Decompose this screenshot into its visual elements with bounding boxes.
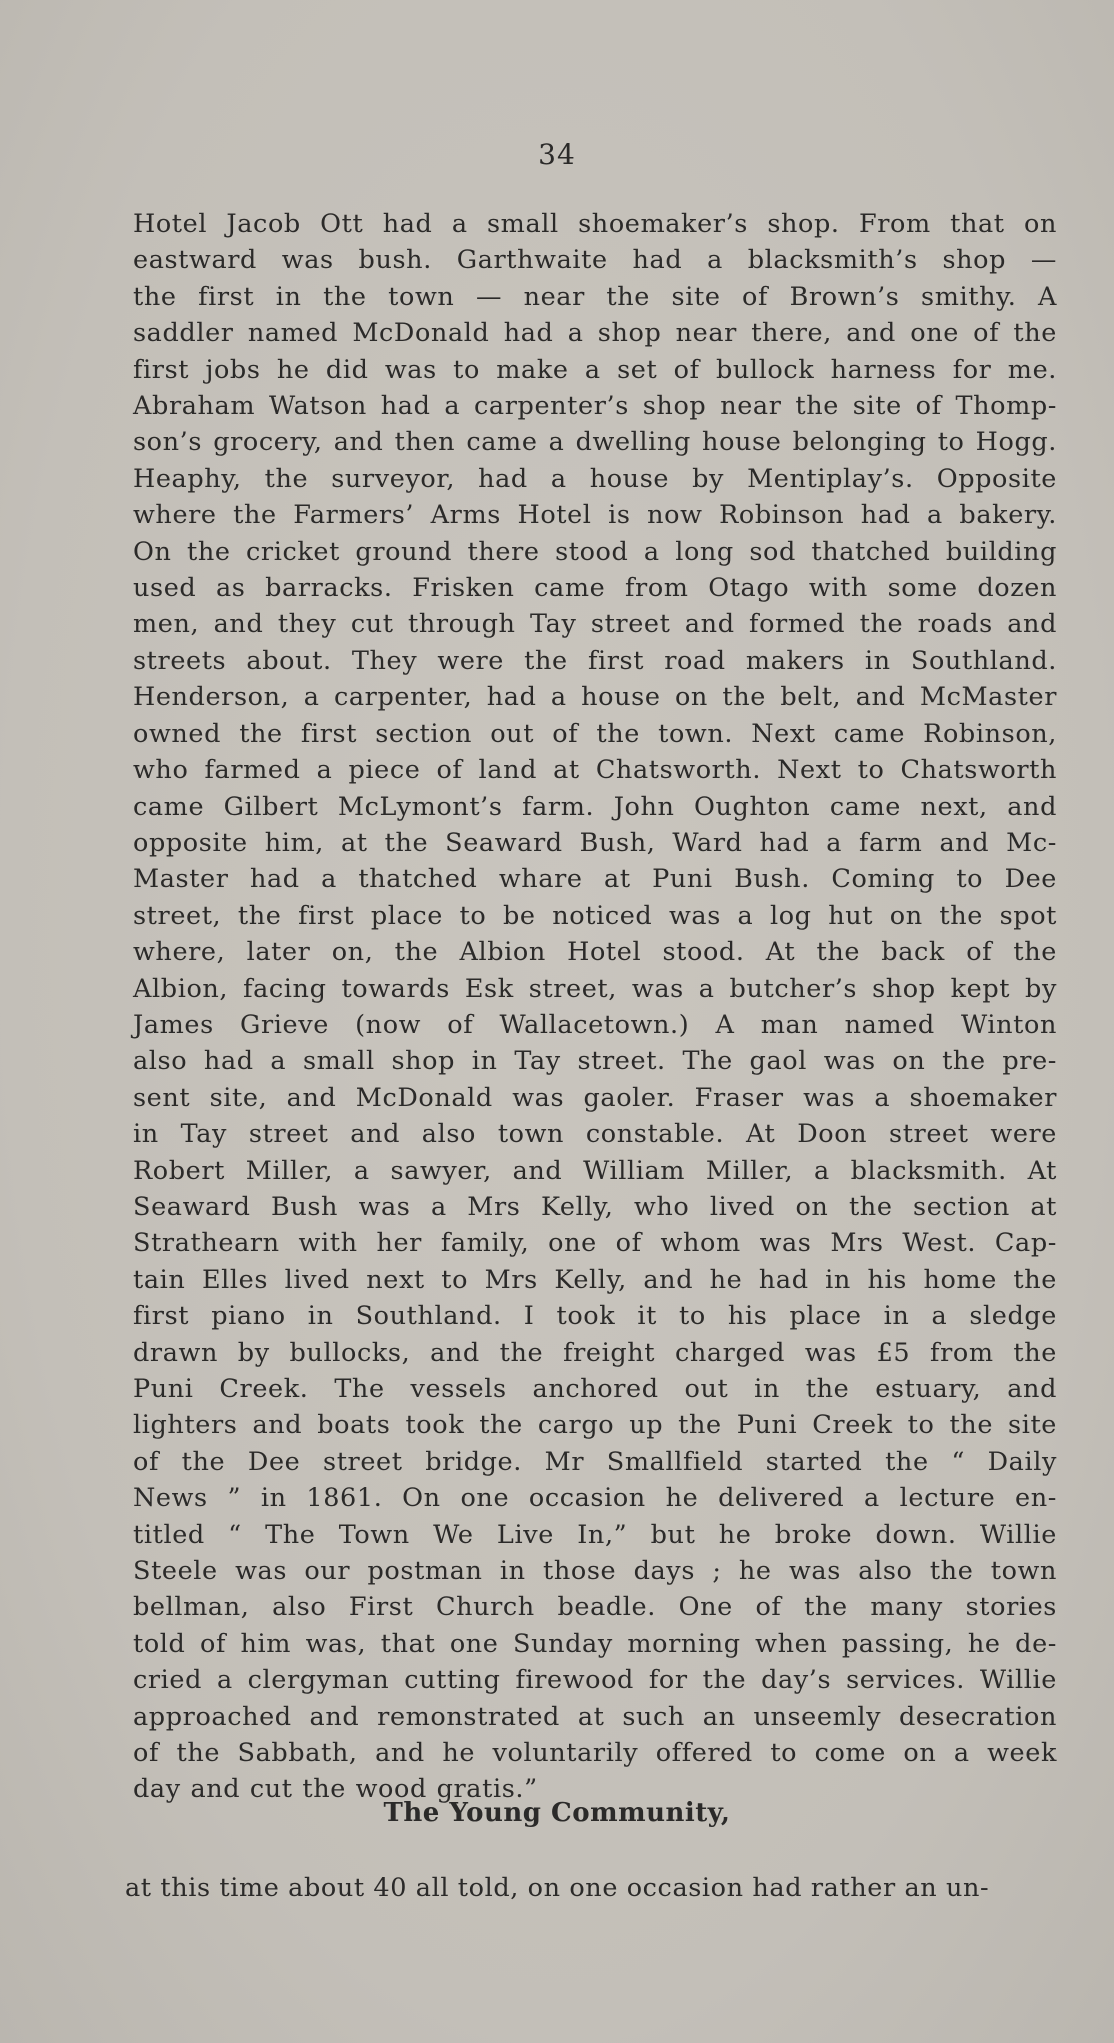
text-line: son’s grocery, and then came a dwelling house belonging to Hogg.	[133, 427, 1057, 458]
text-line: lighters and boats took the cargo up the Puni Creek to the site	[133, 1410, 1057, 1441]
text-line: Albion, facing towards Esk street, was a butcher’s shop kept by	[133, 973, 1057, 1004]
text-line: streets about. They were the first road makers in Southland.	[133, 645, 1057, 676]
text-line: where, later on, the Albion Hotel stood. At the back of the	[133, 937, 1057, 968]
text-line: Strathearn with her family, one of whom was Mrs West. Cap-	[133, 1228, 1057, 1259]
text-line: in Tay street and also town constable. At Doon street were	[133, 1119, 1057, 1150]
text-line: where the Farmers’ Arms Hotel is now Robinson had a bakery.	[133, 500, 1057, 531]
text-line: Heaphy, the surveyor, had a house by Mentiplay’s. Opposite	[133, 463, 1057, 494]
text-line: Master had a thatched whare at Puni Bush. Coming to Dee	[133, 864, 1057, 895]
text-line: Hotel Jacob Ott had a small shoemaker’s shop. From that on	[133, 209, 1057, 239]
text-line: bellman, also First Church beadle. One of the many stories	[133, 1592, 1057, 1623]
text-line: first jobs he did was to make a set of bullock harness for me.	[133, 354, 1057, 385]
text-line: tain Elles lived next to Mrs Kelly, and he had in his home the	[133, 1264, 1057, 1295]
text-line: day and cut the wood gratis.”	[133, 1774, 538, 1805]
text-line: News ” in 1861. On one occasion he delivered a lecture en-	[133, 1483, 1057, 1514]
text-line: street, the first place to be noticed was a log hut on the spot	[133, 900, 1057, 931]
text-line: cried a clergyman cutting firewood for the day’s services. Willie	[133, 1665, 1057, 1696]
text-line: Abraham Watson had a carpenter’s shop near the site of Thomp-	[133, 391, 1057, 422]
text-line: opposite him, at the Seaward Bush, Ward had a farm and Mc-	[133, 827, 1057, 858]
text-line: sent site, and McDonald was gaoler. Fraser was a shoemaker	[133, 1082, 1057, 1113]
text-line: came Gilbert McLymont’s farm. John Oughton came next, and	[133, 791, 1057, 822]
text-line: approached and remonstrated at such an unseemly desecration	[133, 1701, 1057, 1732]
text-line: James Grieve (now of Wallacetown.) A man named Winton	[133, 1009, 1057, 1040]
text-line: Robert Miller, a sawyer, and William Miller, a blacksmith. At	[133, 1155, 1057, 1186]
text-line: Henderson, a carpenter, had a house on the belt, and McMaster	[133, 682, 1057, 713]
text-line: saddler named McDonald had a shop near there, and one of the	[133, 318, 1057, 349]
continuation-line: at this time about 40 all told, on one occasion had rather an un-	[125, 1873, 990, 1903]
text-line: men, and they cut through Tay street and formed the roads and	[133, 609, 1057, 640]
text-line: titled “ The Town We Live In,” but he broke down. Willie	[133, 1519, 1057, 1550]
text-line: On the cricket ground there stood a long sod thatched building	[133, 536, 1057, 567]
text-line: drawn by bullocks, and the freight charged was £5 from the	[133, 1337, 1057, 1368]
text-line: the first in the town — near the site of Brown’s smithy. A	[133, 281, 1057, 312]
text-line: of the Dee street bridge. Mr Smallfield started the “ Daily	[133, 1446, 1057, 1477]
text-line: eastward was bush. Garthwaite had a blacksmith’s shop —	[133, 245, 1057, 276]
text-line: told of him was, that one Sunday morning when passing, he de-	[133, 1628, 1057, 1659]
text-line: who farmed a piece of land at Chatsworth. Next to Chatsworth	[133, 755, 1057, 786]
text-line: of the Sabbath, and he voluntarily offered to come on a week	[133, 1738, 1057, 1769]
text-line: also had a small shop in Tay street. The gaol was on the pre-	[133, 1046, 1057, 1077]
page-number: 34	[538, 138, 576, 171]
text-line: Puni Creek. The vessels anchored out in the estuary, and	[133, 1374, 1057, 1404]
text-line: first piano in Southland. I took it to his place in a sledge	[133, 1301, 1057, 1332]
section-heading: The Young Community,	[383, 1798, 731, 1828]
text-line: used as barracks. Frisken came from Otago with some dozen	[133, 573, 1057, 604]
text-line: Steele was our postman in those days ; he was also the town	[133, 1556, 1057, 1587]
text-line: Seaward Bush was a Mrs Kelly, who lived on the section at	[133, 1191, 1057, 1222]
body-paragraph	[133, 206, 1057, 1808]
text-line: owned the first section out of the town. Next came Robinson,	[133, 718, 1057, 749]
